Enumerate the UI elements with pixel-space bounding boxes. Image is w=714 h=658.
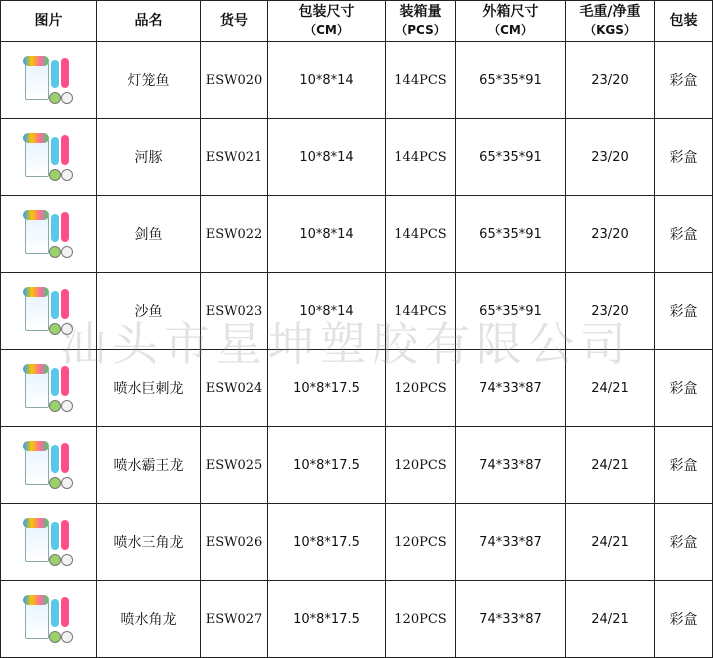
table-row xyxy=(1,581,713,658)
qty: 144PCS xyxy=(386,42,456,119)
packaging: 彩盒 xyxy=(655,42,713,119)
weight: 24/21 xyxy=(566,350,655,427)
item-no: ESW023 xyxy=(201,273,268,350)
pack-size: 10*8*17.5 xyxy=(268,581,386,658)
table-row xyxy=(1,119,713,196)
item-no: ESW022 xyxy=(201,196,268,273)
carton-size: 74*33*87 xyxy=(456,504,566,581)
qty: 144PCS xyxy=(386,119,456,196)
item-no: ESW026 xyxy=(201,504,268,581)
item-no: ESW020 xyxy=(201,42,268,119)
item-no: ESW025 xyxy=(201,427,268,504)
header-image: 图片 xyxy=(1,1,97,42)
qty: 120PCS xyxy=(386,581,456,658)
pack-size: 10*8*14 xyxy=(268,42,386,119)
qty: 144PCS xyxy=(386,196,456,273)
pack-size: 10*8*17.5 xyxy=(268,350,386,427)
product-name: 灯笼鱼 xyxy=(97,42,201,119)
table-row xyxy=(1,350,713,427)
pack-size: 10*8*14 xyxy=(268,119,386,196)
packaging: 彩盒 xyxy=(655,119,713,196)
weight: 24/21 xyxy=(566,427,655,504)
packaging: 彩盒 xyxy=(655,196,713,273)
carton-size: 74*33*87 xyxy=(456,350,566,427)
carton-size: 65*35*91 xyxy=(456,42,566,119)
weight: 24/21 xyxy=(566,581,655,658)
weight: 24/21 xyxy=(566,504,655,581)
header-weight: 毛重/净重 （KGS） xyxy=(566,1,655,42)
header-name: 品名 xyxy=(97,1,201,42)
product-name: 沙鱼 xyxy=(97,273,201,350)
product-image-cell xyxy=(1,196,97,273)
product-image xyxy=(21,437,77,493)
header-packaging: 包装 xyxy=(655,1,713,42)
product-image-cell xyxy=(1,350,97,427)
item-no: ESW021 xyxy=(201,119,268,196)
product-image xyxy=(21,591,77,647)
product-image-cell xyxy=(1,119,97,196)
header-row xyxy=(1,1,713,42)
product-image xyxy=(21,514,77,570)
table-row xyxy=(1,42,713,119)
qty: 120PCS xyxy=(386,427,456,504)
product-image-cell xyxy=(1,427,97,504)
packaging: 彩盒 xyxy=(655,350,713,427)
pack-size: 10*8*17.5 xyxy=(268,427,386,504)
product-image xyxy=(21,129,77,185)
product-image-cell xyxy=(1,273,97,350)
packaging: 彩盒 xyxy=(655,581,713,658)
product-image-cell xyxy=(1,42,97,119)
table-row xyxy=(1,273,713,350)
product-name: 河豚 xyxy=(97,119,201,196)
weight: 23/20 xyxy=(566,273,655,350)
product-name: 喷水三角龙 xyxy=(97,504,201,581)
product-image-cell xyxy=(1,504,97,581)
table-row xyxy=(1,196,713,273)
carton-size: 74*33*87 xyxy=(456,427,566,504)
product-name: 喷水霸王龙 xyxy=(97,427,201,504)
carton-size: 65*35*91 xyxy=(456,119,566,196)
pack-size: 10*8*14 xyxy=(268,273,386,350)
table-row xyxy=(1,504,713,581)
weight: 23/20 xyxy=(566,196,655,273)
weight: 23/20 xyxy=(566,119,655,196)
product-name: 喷水巨刺龙 xyxy=(97,350,201,427)
carton-size: 74*33*87 xyxy=(456,581,566,658)
product-image xyxy=(21,52,77,108)
qty: 120PCS xyxy=(386,504,456,581)
item-no: ESW027 xyxy=(201,581,268,658)
item-no: ESW024 xyxy=(201,350,268,427)
table-row xyxy=(1,427,713,504)
product-image-cell xyxy=(1,581,97,658)
packaging: 彩盒 xyxy=(655,273,713,350)
qty: 120PCS xyxy=(386,350,456,427)
header-pack-size: 包装尺寸 （CM） xyxy=(268,1,386,42)
product-image xyxy=(21,283,77,339)
packaging: 彩盒 xyxy=(655,504,713,581)
pack-size: 10*8*14 xyxy=(268,196,386,273)
weight: 23/20 xyxy=(566,42,655,119)
product-name: 喷水角龙 xyxy=(97,581,201,658)
header-qty: 装箱量 （PCS） xyxy=(386,1,456,42)
header-carton-size: 外箱尺寸 （CM） xyxy=(456,1,566,42)
product-image xyxy=(21,360,77,416)
product-image xyxy=(21,206,77,262)
carton-size: 65*35*91 xyxy=(456,196,566,273)
product-name: 剑鱼 xyxy=(97,196,201,273)
carton-size: 65*35*91 xyxy=(456,273,566,350)
packaging: 彩盒 xyxy=(655,427,713,504)
watermark: 汕头市星坤塑胶有限公司 xyxy=(60,317,632,371)
pack-size: 10*8*17.5 xyxy=(268,504,386,581)
qty: 144PCS xyxy=(386,273,456,350)
header-item-no: 货号 xyxy=(201,1,268,42)
